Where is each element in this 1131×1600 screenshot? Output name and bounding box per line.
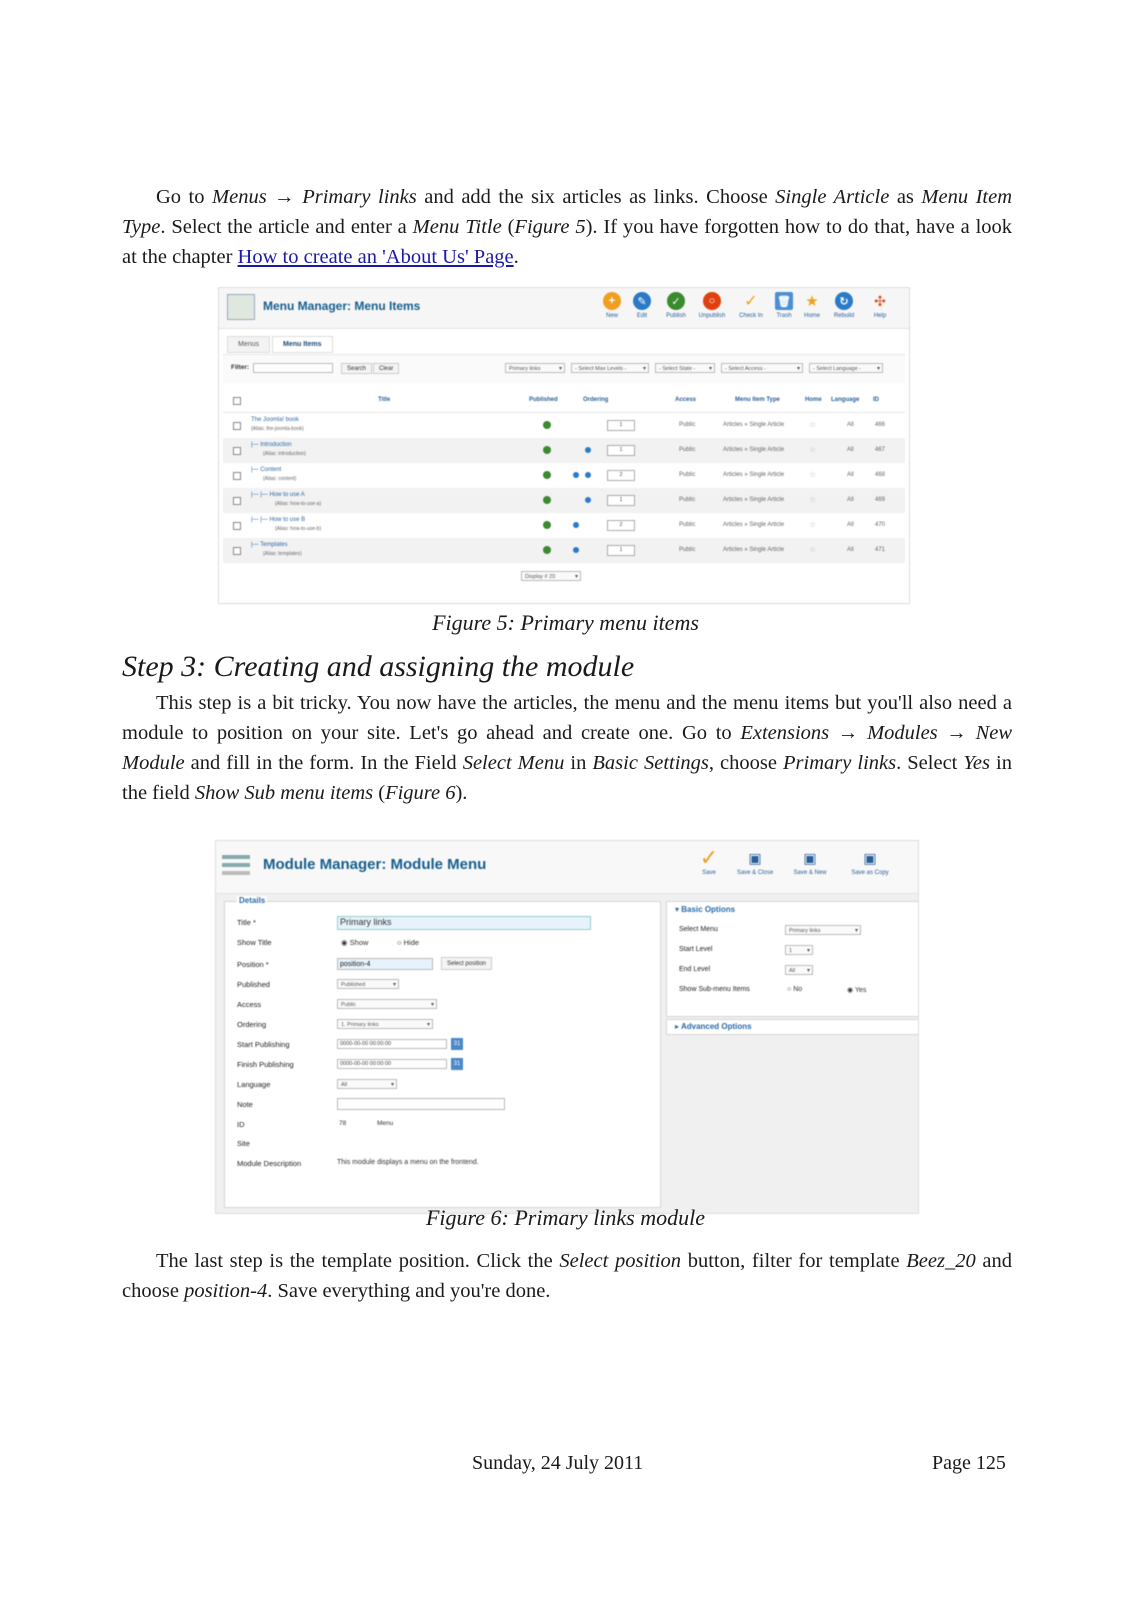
row-alias: (Alias: introduction) [263, 451, 306, 457]
save-close-button[interactable] [730, 849, 780, 876]
col-title[interactable]: Title [378, 397, 391, 403]
primary-links-term: Primary links [302, 186, 417, 208]
star-icon: ★ [805, 293, 819, 310]
language-select[interactable]: - Select Language - ▾ [809, 363, 883, 373]
hide-option-label: Hide [403, 938, 420, 947]
text: ). [455, 782, 468, 804]
note-input[interactable] [337, 1098, 505, 1110]
primary-links-term: Primary links [783, 752, 897, 774]
show-sub-term: Show Sub menu items [194, 782, 374, 804]
row-id: 470 [875, 522, 886, 528]
publish-button[interactable] [659, 292, 693, 319]
row-type: Articles » Single Article [723, 472, 785, 478]
disk-plus-icon: ▣ [803, 849, 817, 866]
move-down-icon[interactable] [585, 472, 591, 478]
figure-5-screenshot [218, 287, 910, 604]
text: in the field [122, 752, 1012, 804]
move-up-icon[interactable] [573, 522, 579, 528]
check-in-button[interactable] [733, 292, 769, 319]
position-label: Position * [237, 960, 269, 969]
disk-icon: ▣ [748, 849, 762, 866]
start-level-label: Start Level [679, 946, 713, 953]
row-id: 467 [875, 447, 886, 453]
select-menu-select[interactable]: Primary links ▾ [785, 925, 861, 935]
toolbar [216, 841, 918, 894]
yes-option-label: Yes [854, 987, 867, 994]
label: Check In [739, 313, 763, 319]
table-row [223, 513, 905, 538]
published-icon[interactable] [543, 421, 551, 429]
about-us-chapter-link[interactable]: How to create an 'About Us' Page [237, 246, 514, 268]
page-title: Menu Manager: Menu Items [263, 299, 421, 313]
row-type: Articles » Single Article [723, 447, 785, 453]
select-menu-term: Select Menu [462, 752, 565, 774]
row-checkbox[interactable] [233, 472, 241, 480]
save-new-button[interactable] [786, 849, 834, 876]
advanced-options-panel [666, 1019, 919, 1035]
ordering-input[interactable]: 1 [607, 545, 635, 556]
home-star-icon[interactable]: ☆ [809, 420, 817, 429]
row-title-link[interactable]: |— Content [251, 467, 282, 473]
row-language: All [847, 472, 854, 478]
row-type: Articles » Single Article [723, 547, 785, 553]
table-row [223, 438, 905, 463]
table-row [223, 463, 905, 488]
row-checkbox[interactable] [233, 547, 241, 555]
access-select[interactable]: Public ▾ [337, 999, 437, 1009]
arrow: → [266, 186, 303, 208]
row-language: All [847, 422, 854, 428]
finish-publishing-input[interactable]: 0000-00-00 00:00:00 [337, 1059, 447, 1069]
row-type: Articles » Single Article [723, 497, 785, 503]
section-heading: Step 3: Creating and assigning the module [122, 650, 635, 683]
circle-icon: ○ [703, 292, 721, 310]
figure-5-caption: Figure 5: Primary menu items [432, 610, 699, 635]
state-select[interactable]: - Select State - ▾ [655, 363, 715, 373]
col-published[interactable]: Published [529, 397, 558, 403]
col-language[interactable]: Language [831, 397, 860, 403]
text: and add the six articles as links. Choose [416, 186, 776, 208]
arrow: → [829, 722, 868, 744]
label: New [605, 313, 618, 319]
max-levels-select[interactable]: - Select Max Levels - ▾ [571, 363, 649, 373]
text: ). If you have forgotten how to do that, have a look at the chapter [122, 216, 1013, 268]
language-select[interactable]: All ▾ [337, 1079, 397, 1089]
start-level-select[interactable]: 1 ▾ [785, 945, 813, 955]
select-menu-label: Select Menu [679, 926, 718, 933]
trash-icon: 🗑 [775, 292, 793, 310]
figure-ref: Figure 6 [385, 782, 456, 804]
row-title-link[interactable]: |— |— How to use A [251, 492, 305, 498]
text: as [889, 186, 922, 208]
page-title: Module Manager: Module Menu [263, 856, 487, 873]
move-up-icon[interactable] [573, 547, 579, 553]
menu-item-type-term: Menu Item Type [122, 186, 1013, 238]
disk-copy-icon: ▣ [863, 849, 877, 866]
no-option-label: No [793, 986, 803, 993]
module-description-label: Module Description [237, 1159, 302, 1168]
label: Trash [776, 313, 792, 319]
show-submenu-label: Show Sub-menu Items [679, 986, 750, 993]
start-publishing-label: Start Publishing [237, 1040, 290, 1049]
table-row [223, 413, 905, 438]
ordering-input[interactable]: 1 [607, 495, 635, 506]
row-title-link[interactable]: The Joomla! book [251, 417, 299, 423]
yes-radio[interactable]: ◉ Yes [847, 987, 867, 994]
pencil-icon: ✎ [633, 292, 651, 310]
id-label: ID [237, 1120, 245, 1129]
figure-ref: Figure 5 [514, 216, 586, 238]
row-checkbox[interactable] [233, 522, 241, 530]
paragraph-template-position [122, 1246, 1012, 1306]
select-all-checkbox[interactable] [233, 397, 241, 405]
text: and choose [122, 1250, 1012, 1302]
row-alias: (Alias: content) [263, 476, 297, 482]
published-select[interactable]: Published ▾ [337, 979, 399, 989]
menus-term: Menus [212, 186, 267, 208]
arrow: → [937, 722, 976, 744]
refresh-icon: ↻ [835, 292, 853, 310]
rebuild-button[interactable] [827, 292, 861, 319]
plus-icon: + [603, 292, 621, 310]
row-checkbox[interactable] [233, 447, 241, 455]
text: ( [373, 782, 386, 804]
tabs [227, 333, 335, 351]
display-limit-select[interactable]: Display # 20 ▾ [521, 571, 581, 581]
menu-title-term: Menu Title [412, 216, 502, 238]
row-access: Public [679, 497, 696, 503]
hide-radio[interactable]: ○ Hide [397, 938, 420, 947]
label: Save as Copy [851, 870, 889, 876]
table-row [223, 538, 905, 563]
home-star-icon[interactable]: ☆ [809, 545, 817, 554]
text: and fill in the form. In the Field [184, 752, 463, 774]
end-level-select[interactable]: All ▾ [785, 965, 813, 975]
home-star-icon[interactable]: ☆ [809, 445, 817, 454]
row-language: All [847, 547, 854, 553]
menu-manager-icon [227, 294, 255, 320]
table-header [223, 390, 905, 413]
text: The last step is the template position. Click the [156, 1250, 560, 1272]
filter-bar [223, 354, 905, 383]
paragraph-module [122, 688, 1012, 808]
checkmark-icon: ✓ [744, 293, 758, 310]
beez-term: Beez_20 [906, 1250, 976, 1272]
tab-menus[interactable]: Menus [227, 336, 270, 353]
published-icon[interactable] [543, 496, 551, 504]
module-type-value: Menu [377, 1120, 394, 1127]
home-star-icon[interactable]: ☆ [809, 495, 817, 504]
position-input[interactable]: position-4 [337, 958, 433, 970]
show-title-label: Show Title [237, 938, 272, 947]
trash-button[interactable] [769, 292, 799, 319]
position-term: position-4 [184, 1280, 268, 1302]
text: ( [501, 216, 515, 238]
row-access: Public [679, 447, 696, 453]
row-alias: (Alias: how-to-use-a) [275, 501, 322, 507]
save-copy-button[interactable] [842, 849, 898, 876]
start-publishing-input[interactable]: 0000-00-00 00:00:00 [337, 1039, 447, 1049]
published-label: Published [237, 980, 270, 989]
label: Save & Close [736, 870, 774, 876]
row-title-link[interactable]: |— |— How to use B [251, 517, 306, 523]
table-row [223, 488, 905, 513]
end-level-label: End Level [679, 966, 711, 973]
label: Save & New [793, 870, 827, 876]
site-label: Site [237, 1139, 250, 1148]
published-icon[interactable] [543, 521, 551, 529]
row-access: Public [679, 522, 696, 528]
ordering-input[interactable]: 1 [607, 445, 635, 456]
label: Help [873, 313, 887, 319]
basic-options-panel [666, 901, 919, 1017]
basic-options-toggle[interactable]: ▾ Basic Options [675, 905, 736, 914]
label: Unpublish [698, 313, 726, 319]
footer-date: Sunday, 24 July 2011 [472, 1452, 644, 1474]
basic-options-title: Basic Options [681, 905, 736, 914]
select-position-term: Select position [559, 1250, 682, 1272]
lifebuoy-icon: ✣ [874, 292, 886, 309]
label: Rebuild [833, 313, 855, 319]
move-down-icon[interactable] [585, 447, 591, 453]
advanced-options-toggle[interactable]: ▸ Advanced Options [675, 1022, 752, 1031]
figure-6-caption: Figure 6: Primary links module [425, 1205, 706, 1230]
move-up-icon[interactable] [573, 472, 579, 478]
text: . Save everything and you're done. [267, 1280, 551, 1302]
row-type: Articles » Single Article [723, 522, 785, 528]
row-language: All [847, 447, 854, 453]
published-icon[interactable] [543, 446, 551, 454]
row-id: 469 [875, 497, 886, 503]
text: Go to [156, 186, 213, 208]
menu-select[interactable]: Primary links ▾ [505, 363, 565, 373]
text: button, filter for template [681, 1250, 907, 1272]
module-icon [222, 855, 250, 879]
home-button[interactable] [797, 292, 827, 319]
help-button[interactable] [865, 292, 895, 319]
row-access: Public [679, 422, 696, 428]
col-menu-item-type[interactable]: Menu Item Type [735, 397, 780, 403]
row-checkbox[interactable] [233, 422, 241, 430]
row-title-link[interactable]: |— Templates [251, 542, 288, 548]
ordering-select[interactable]: 1. Primary links ▾ [337, 1019, 433, 1029]
home-star-icon[interactable]: ☆ [809, 520, 817, 529]
access-label: Access [237, 1000, 262, 1009]
text: in [564, 752, 593, 774]
label: Publish [666, 313, 686, 319]
yes-term: Yes [963, 752, 991, 774]
row-alias: (Alias: how-to-use-b) [275, 526, 322, 532]
ordering-input[interactable]: 2 [607, 520, 635, 531]
basic-settings-term: Basic Settings [592, 752, 709, 774]
row-id: 466 [875, 422, 886, 428]
finish-publishing-label: Finish Publishing [237, 1060, 294, 1069]
calendar-icon[interactable]: 31 [451, 1058, 463, 1070]
label: Edit [636, 313, 648, 319]
col-ordering[interactable]: Ordering [583, 397, 609, 403]
new-module-term: New Module [122, 722, 1013, 774]
paragraph-intro [122, 182, 1012, 272]
row-id: 468 [875, 472, 886, 478]
select-position-button[interactable]: Select position [441, 957, 492, 970]
ordering-input[interactable]: 1 [607, 420, 635, 431]
save-button[interactable] [696, 845, 722, 876]
show-option-label: Show [349, 938, 369, 947]
row-language: All [847, 497, 854, 503]
published-icon[interactable] [543, 471, 551, 479]
show-radio[interactable]: ◉ Show [341, 938, 369, 947]
advanced-options-title: Advanced Options [680, 1022, 752, 1031]
details-fieldset [224, 896, 661, 1208]
col-access[interactable]: Access [675, 397, 697, 403]
figure-6-screenshot [215, 840, 919, 1214]
col-home[interactable]: Home [805, 397, 822, 403]
row-title-link[interactable]: |— Introduction [251, 442, 292, 448]
ordering-input[interactable]: 2 [607, 470, 635, 481]
title-label: Title * [237, 918, 256, 927]
toolbar [219, 288, 909, 329]
ordering-label: Ordering [237, 1020, 267, 1029]
tab-menu-items[interactable]: Menu Items [272, 336, 333, 353]
row-access: Public [679, 547, 696, 553]
new-button[interactable] [597, 292, 627, 319]
filter-input[interactable] [253, 363, 333, 373]
row-alias: (Alias: the-joomla-book) [251, 426, 304, 432]
row-type: Articles » Single Article [723, 422, 785, 428]
text: . Select [896, 752, 964, 774]
row-checkbox[interactable] [233, 497, 241, 505]
extensions-term: Extensions [740, 722, 830, 744]
id-value: 78 [339, 1120, 347, 1127]
language-label: Language [237, 1080, 271, 1089]
calendar-icon[interactable]: 31 [451, 1038, 463, 1050]
no-radio[interactable]: ○ No [787, 986, 803, 993]
note-label: Note [237, 1100, 253, 1109]
edit-button[interactable] [627, 292, 657, 319]
unpublish-button[interactable] [693, 292, 731, 319]
search-button[interactable]: Search [341, 363, 372, 374]
page-number: Page 125 [932, 1452, 1006, 1474]
published-icon[interactable] [543, 546, 551, 554]
label: Home [803, 313, 820, 319]
check-icon: ✓ [667, 292, 685, 310]
modules-term: Modules [867, 722, 938, 744]
col-id[interactable]: ID [873, 397, 879, 403]
details-legend: Details [239, 896, 266, 905]
label: Save [702, 870, 716, 876]
text: , choose [708, 752, 784, 774]
access-select[interactable]: - Select Access - ▾ [721, 363, 803, 373]
row-language: All [847, 522, 854, 528]
single-article-term: Single Article [775, 186, 890, 208]
clear-button[interactable]: Clear [373, 363, 399, 374]
text: . Select the article and enter a [160, 216, 413, 238]
title-input[interactable]: Primary links [337, 916, 591, 930]
move-down-icon[interactable] [585, 497, 591, 503]
row-alias: (Alias: templates) [263, 551, 302, 557]
module-description-value: This module displays a menu on the frontend. [337, 1159, 479, 1166]
home-star-icon[interactable]: ☆ [809, 470, 817, 479]
text: This step is a bit tricky. You now have the articles, the menu and the menu items but you'll also need a module to position on your site. Let's go ahead and create one. Go to [122, 692, 1012, 744]
row-access: Public [679, 472, 696, 478]
checkmark-icon: ✓ [699, 845, 719, 870]
filter-label: Filter: [231, 364, 250, 371]
row-id: 471 [875, 547, 886, 553]
text: . [513, 246, 519, 268]
